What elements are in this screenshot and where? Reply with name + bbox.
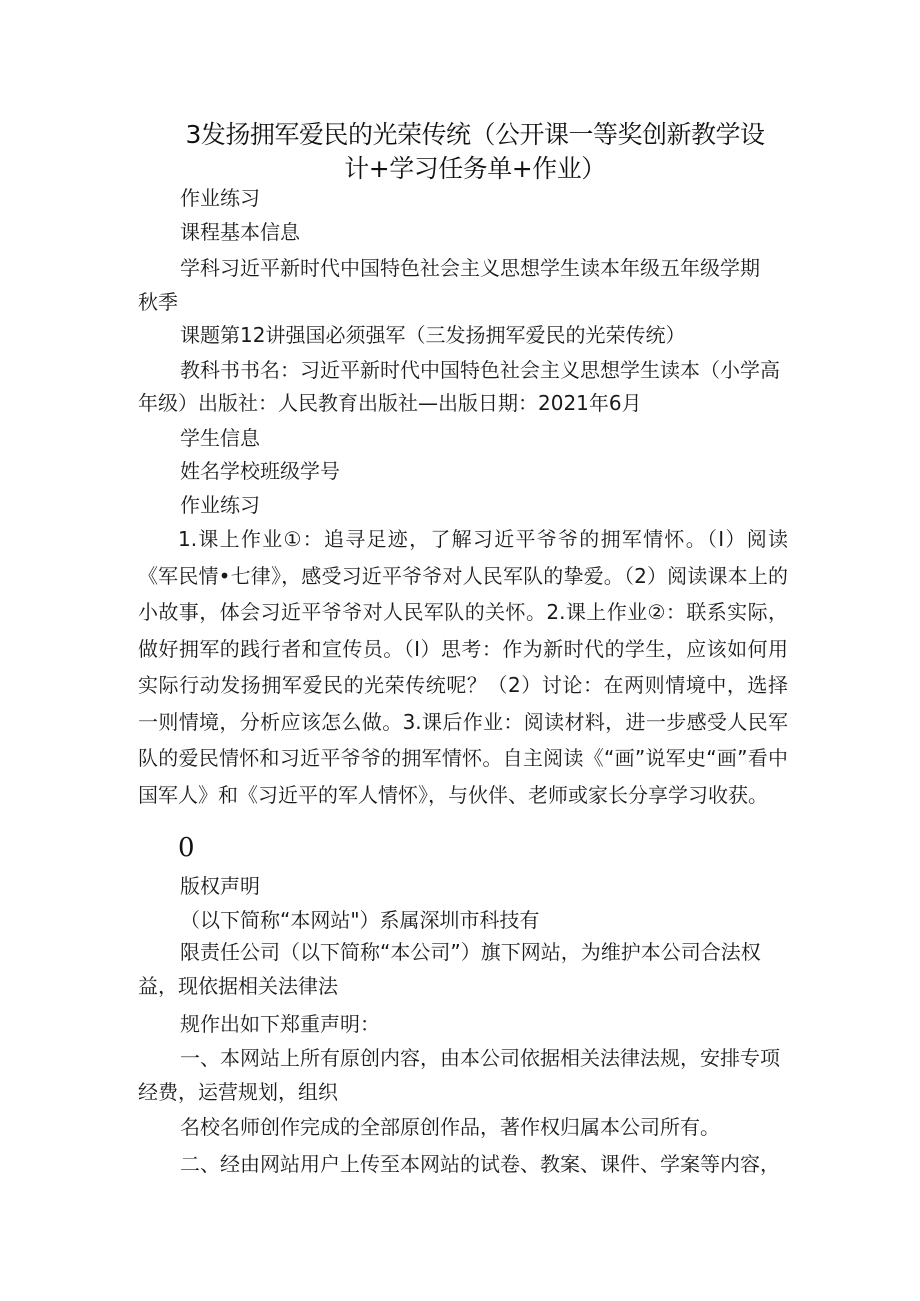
heading-homework-practice: 作业练习 bbox=[180, 186, 260, 210]
page-number-zero: 0 bbox=[178, 833, 195, 863]
subject-info-line-1: 学科习近平新时代中国特色社会主义思想学生读本年级五年级学期 bbox=[180, 256, 760, 280]
copyright-line-6: 二、经由网站用户上传至本网站的试卷、教案、课件、学案等内容， bbox=[180, 1152, 780, 1176]
document-title-line-2: 计+学习任务单+作业） bbox=[344, 154, 606, 183]
heading-homework-practice-2: 作业练习 bbox=[180, 493, 260, 517]
heading-course-basic-info: 课程基本信息 bbox=[180, 220, 300, 244]
copyright-line-2a: 限责任公司（以下简称“本公司”）旗下网站，为维护本公司合法权 bbox=[180, 940, 761, 964]
heading-student-info: 学生信息 bbox=[180, 426, 260, 450]
copyright-line-1: （以下简称“本网站"）系属深圳市科技有 bbox=[180, 908, 540, 932]
textbook-info-line-2: 年级）出版社：人民教育出版社—出版日期：2021年6月 bbox=[138, 391, 642, 415]
lesson-topic: 课题第12讲强国必须强军（三发扬拥军爱民的光荣传统） bbox=[180, 323, 686, 347]
copyright-line-4a: 一、本网站上所有原创内容，由本公司依据相关法律法规，安排专项 bbox=[180, 1046, 780, 1070]
copyright-line-5: 名校名师创作完成的全部原创作品，著作权归属本公司所有。 bbox=[180, 1115, 720, 1139]
copyright-heading: 版权声明 bbox=[180, 874, 260, 898]
textbook-info-line-1: 教科书书名：习近平新时代中国特色社会主义思想学生读本（小学高 bbox=[180, 358, 780, 382]
student-fields: 姓名学校班级学号 bbox=[180, 459, 340, 483]
copyright-line-4b: 经费，运营规划，组织 bbox=[138, 1080, 338, 1104]
copyright-line-3: 规作出如下郑重声明： bbox=[180, 1012, 380, 1036]
copyright-line-2b: 益，现依据相关法律法 bbox=[138, 974, 338, 998]
document-title-line-1: 3发扬拥军爱民的光荣传统（公开课一等奖创新教学设 bbox=[185, 120, 765, 149]
subject-info-line-2: 秋季 bbox=[138, 290, 178, 314]
homework-body-paragraph: 1.课上作业①：追寻足迹，了解习近平爷爷的拥军情怀。（I）阅读《军民情•七律》，感受习近平爷爷对人民军队的挚爱。（2）阅读课本上的小故事，体会习近平爷爷对人民军队的关怀。2.课上作业②：联系实际，做好拥军的践行者和宣传员。（I）思考：作为新时代的学生，应该如何用实际行动发扬拥军爱民的光荣传统呢？（2）讨论：在两则情境中，选择一则情境，分析应该怎么做。3.课后作业：阅读材料，进一步感受人民军队的爱民情怀和习近平爷爷的拥军情怀。自主阅读《“画”说军史“画”看中国军人》和《习近平的军人情怀》，与伙伴、老师或家长分享学习收获。 bbox=[138, 527, 788, 807]
